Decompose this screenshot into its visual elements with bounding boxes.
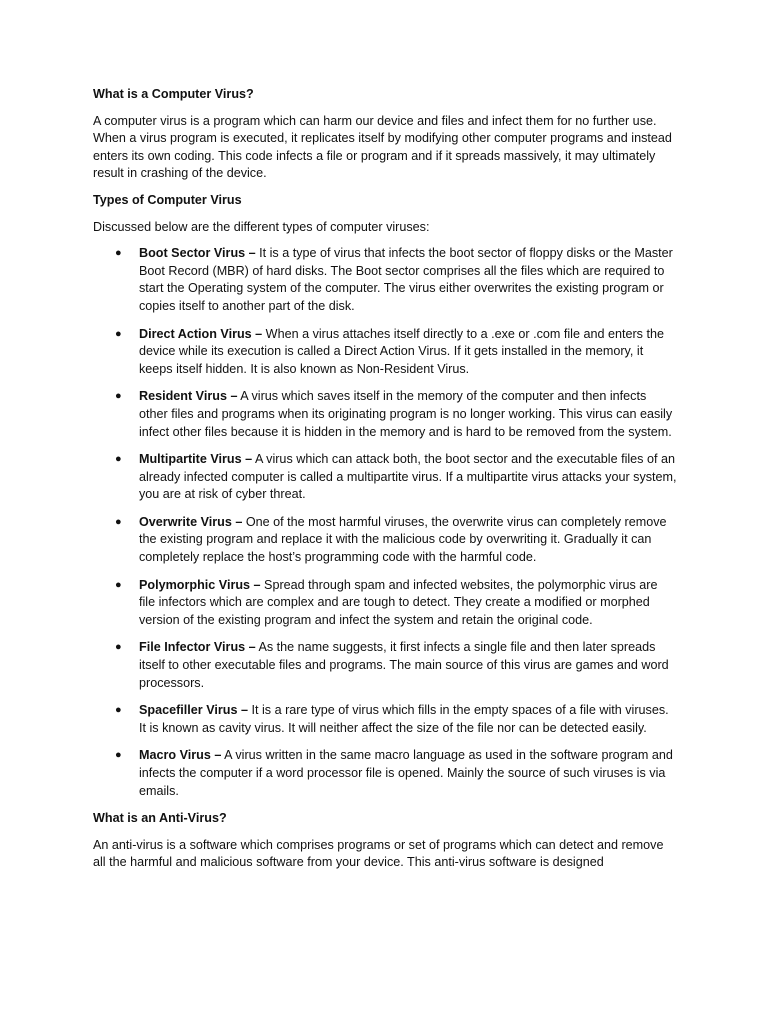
bullet-icon: ● xyxy=(115,704,122,717)
term-label: Overwrite Virus – xyxy=(139,514,243,529)
list-item-overwrite xyxy=(93,514,677,567)
term-label: Boot Sector Virus – xyxy=(139,246,256,261)
heading-what-is-virus: What is a Computer Virus? xyxy=(93,87,254,101)
paragraph-types-intro: Discussed below are the different types of computer viruses: xyxy=(93,219,430,234)
term-description: It is a type of virus that infects the boot sector of floppy disks or the Master Boot Record (MBR) of hard disks. The Boot sector comprises all the files which are required to start the Operating system of the computer. The virus either overwrites the existing program or copies itself to another part of the disk. xyxy=(139,246,673,313)
term-description: As the name suggests, it first infects a single file and then later spreads itself to other executable files and programs. The main source of this virus are games and word processors. xyxy=(139,640,669,690)
term-description: It is a rare type of virus which fills in the empty spaces of a file with viruses. It is known as cavity virus. It will neither affect the size of the file nor can be detected easily. xyxy=(139,703,669,735)
term-description: When a virus attaches itself directly to a .exe or .com file and enters the device while its execution is called a Direct Action Virus. If it gets installed in the memory, it keeps itself hidden. It is also known as Non-Resident Virus. xyxy=(139,326,664,376)
term-label: Spacefiller Virus – xyxy=(139,703,248,718)
bullet-icon: ● xyxy=(115,390,122,403)
heading-types-of-virus: Types of Computer Virus xyxy=(93,192,242,207)
list-item-macro xyxy=(93,747,677,800)
bullet-icon: ● xyxy=(115,641,122,654)
term-description: One of the most harmful viruses, the overwrite virus can completely remove the existing program and replace it with the malicious code by overwriting it. Gradually it can completely replace the host’s programming code with the harmful code. xyxy=(139,514,667,565)
bullet-icon: ● xyxy=(115,749,122,762)
heading-what-is-antivirus: What is an Anti-Virus? xyxy=(93,811,227,826)
term-label: File Infector Virus – xyxy=(139,640,256,655)
list-item-boot-sector xyxy=(93,245,677,315)
term-label: Polymorphic Virus – xyxy=(139,577,261,592)
term-label: Resident Virus – xyxy=(139,389,238,404)
virus-types-list xyxy=(93,245,677,800)
list-item-resident xyxy=(93,388,677,441)
list-item-spacefiller xyxy=(93,702,677,737)
paragraph-antivirus-definition: An anti-virus is a software which comprises programs or set of programs which can detect and remove all the harmful and malicious software from your device. This anti-virus software is designed xyxy=(93,837,664,870)
list-item-direct-action xyxy=(93,326,677,379)
bullet-icon: ● xyxy=(115,515,122,528)
list-item-file-infector xyxy=(93,639,677,692)
term-label: Multipartite Virus – xyxy=(139,452,253,467)
term-description: Spread through spam and infected websites, the polymorphic virus are file infectors which are complex and are tough to detect. They create a modified or morphed version of the existing program and infect the system and retain the original code. xyxy=(139,577,658,627)
term-description: A virus which can attack both, the boot sector and the executable files of an already infected computer is called a multipartite virus. If a multipartite virus attacks your system, you are at risk of cyber threat. xyxy=(139,452,677,502)
term-label: Macro Virus – xyxy=(139,748,222,763)
list-item-polymorphic xyxy=(93,577,677,630)
bullet-icon: ● xyxy=(115,327,122,340)
bullet-icon: ● xyxy=(115,453,122,466)
bullet-icon: ● xyxy=(115,247,122,260)
document-page xyxy=(93,86,677,881)
term-description: A virus which saves itself in the memory of the computer and then infects other files and programs when its originating program is no longer working. This virus can easily infect other files because it is hidden in the memory and is hard to be removed from the system. xyxy=(139,389,673,439)
bullet-icon: ● xyxy=(115,578,122,591)
term-description: A virus written in the same macro language as used in the software program and infects the computer if a word processor file is opened. Mainly the source of such viruses is via emails. xyxy=(139,748,673,798)
term-label: Direct Action Virus – xyxy=(139,326,263,341)
list-item-multipartite xyxy=(93,451,677,504)
paragraph-virus-definition: A computer virus is a program which can harm our device and files and infect them for no further use. When a virus program is executed, it replicates itself by modifying other computer programs and instead enters its own coding. This code infects a file or program and if it spreads massively, it may ultimately result in crashing of the device. xyxy=(93,113,672,181)
